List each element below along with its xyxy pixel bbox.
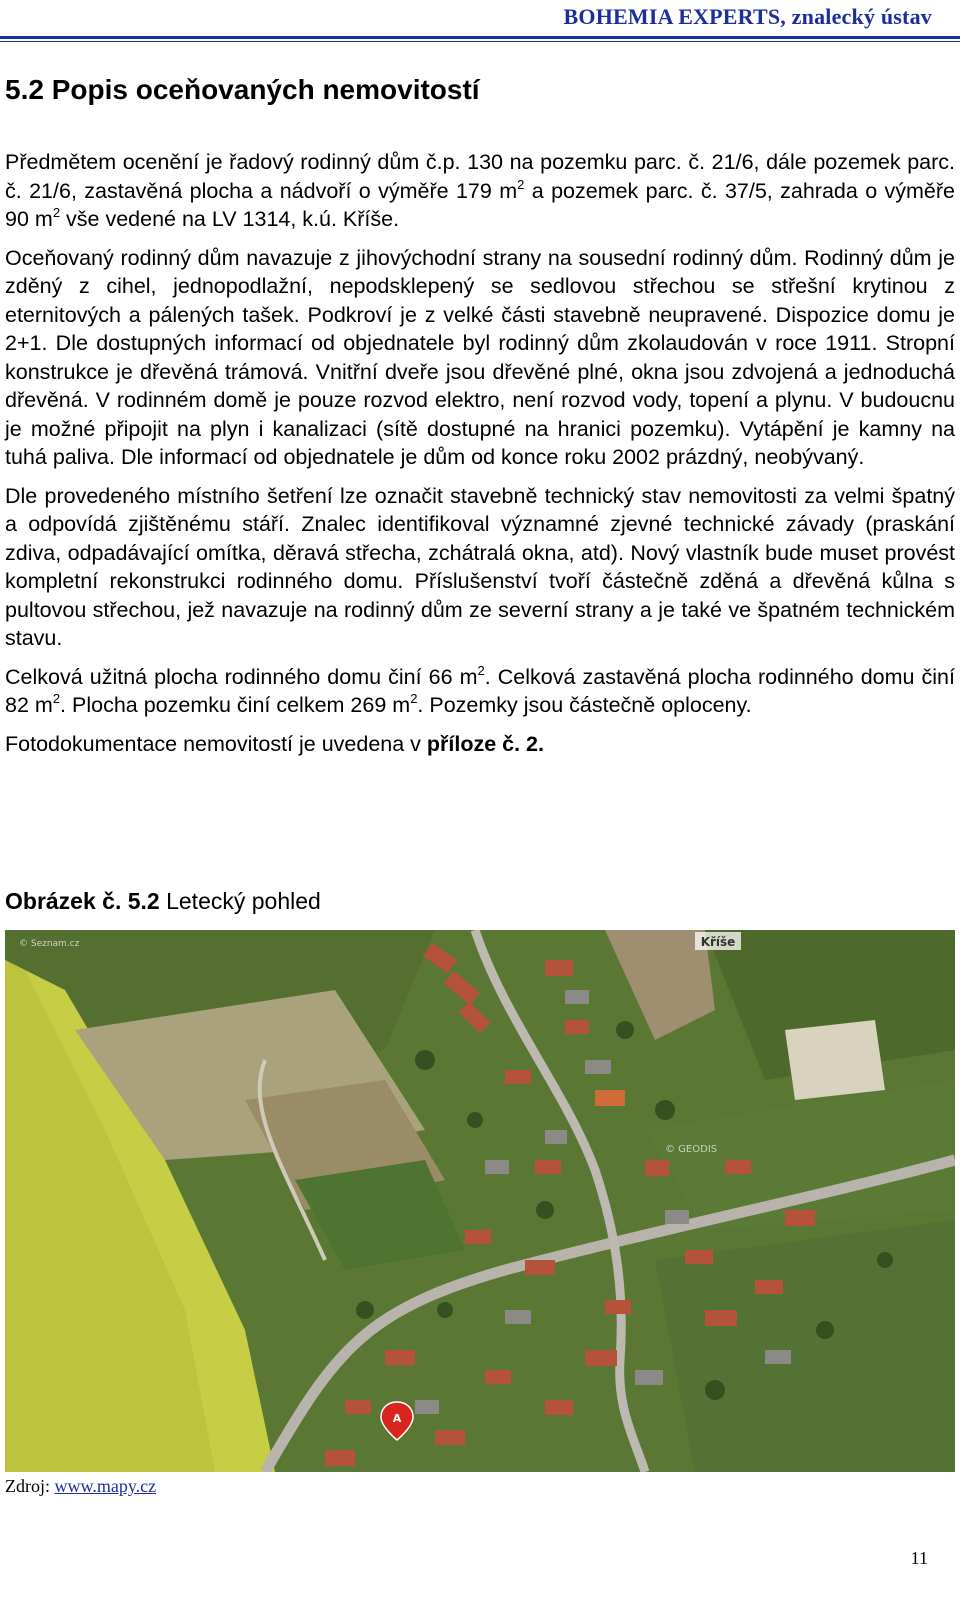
description-text bbox=[5, 148, 955, 768]
watermark-geodis: © GEODIS bbox=[665, 1144, 718, 1155]
paragraph-areas: Celková užitná plocha rodinného domu činí 66 $m^2$. Celková zastavěná plocha rodinného domu činí 82 $m^2$. Plocha pozemku činí celkem 269 $m^2$. Pozemky jsou částečně oploceny. bbox=[5, 662, 955, 717]
image-source: Zdroj: www.mapy.cz bbox=[5, 1476, 157, 1496]
marker-label: A bbox=[392, 1412, 402, 1425]
aerial-photo bbox=[5, 930, 955, 1472]
paragraph-house: Oceňovaný rodinný dům navazuje z jihovýchodní strany na sousední rodinný dům. Rodinný dům je zděný z cihel, jednopodlažní, nepodsklepený se sedlovou střechou se střešní krytinou z eternitových a pálených tašek. Podkroví je z velké části stavebně neupravené. Dispozice domu je 2+1. Dle dostupných informací od objednatele byl rodinný dům zkolaudován v roce 1911. Stropní konstrukce je dřevěná trámová. Vnitřní dveře jsou dřevěné plné, okna jsou zdvojená a jednoduchá dřevěná. V rodinném domě je pouze rozvod elektro, není rozvod vody, topení a plynu. V budoucnu je možné připojit na plyn i kanalizaci (sítě dostupné na hranici pozemku). Vytápění je kamny na tuhá paliva. Dle informací od objednatele je dům od konce roku 2002 prázdný, neobývaný. bbox=[5, 245, 955, 469]
section-title: 5.2 Popis oceňovaných nemovitostí bbox=[5, 74, 480, 105]
source-link[interactable]: www.mapy.cz bbox=[54, 1476, 157, 1496]
village-label: Kříše bbox=[700, 935, 736, 949]
aerial-map-image bbox=[5, 930, 955, 1472]
figure-caption: Obrázek č. 5.2 Letecký pohled bbox=[5, 888, 321, 914]
header-brand: BOHEMIA EXPERTS, znalecký ústav bbox=[563, 4, 932, 29]
paragraph-photos: Fotodokumentace nemovitostí je uvedena v příloze č. 2. bbox=[5, 731, 544, 756]
header-rule bbox=[0, 36, 960, 39]
watermark-seznam: © Seznam.cz bbox=[19, 939, 80, 949]
paragraph-condition: Dle provedeného místního šetření lze označit stavebně technický stav nemovitosti za velmi špatný a odpovídá zjištěnému stáří. Znalec identifikoval významné zjevné technické závady (praskání zdiva, odpadávající omítka, děravá střecha, zchátralá okna, atd). Nový vlastník bude muset provést kompletní rekonstrukci rodinného domu. Příslušenství tvoří částečně zděná a dřevěná kůlna s pultovou střechou, jež navazuje na rodinný dům ze severní strany a je také ve špatném technickém stavu. bbox=[5, 483, 955, 650]
appendix-reference: příloze č. 2. bbox=[426, 731, 544, 756]
page-number: 11 bbox=[910, 1548, 928, 1568]
header-rule-thin bbox=[0, 41, 960, 42]
paragraph-property: Předmětem ocenění je řadový rodinný dům č.p. 130 na pozemku parc. č. 21/6, dále pozemek parc. č. 21/6, zastavěná plocha a nádvoří o výměře 179 $m^2$ a pozemek parc. č. 37/5, zahrada o výměře 90 $m^2$ vše vedené na LV 1314, k.ú. Kříše. bbox=[5, 150, 956, 231]
